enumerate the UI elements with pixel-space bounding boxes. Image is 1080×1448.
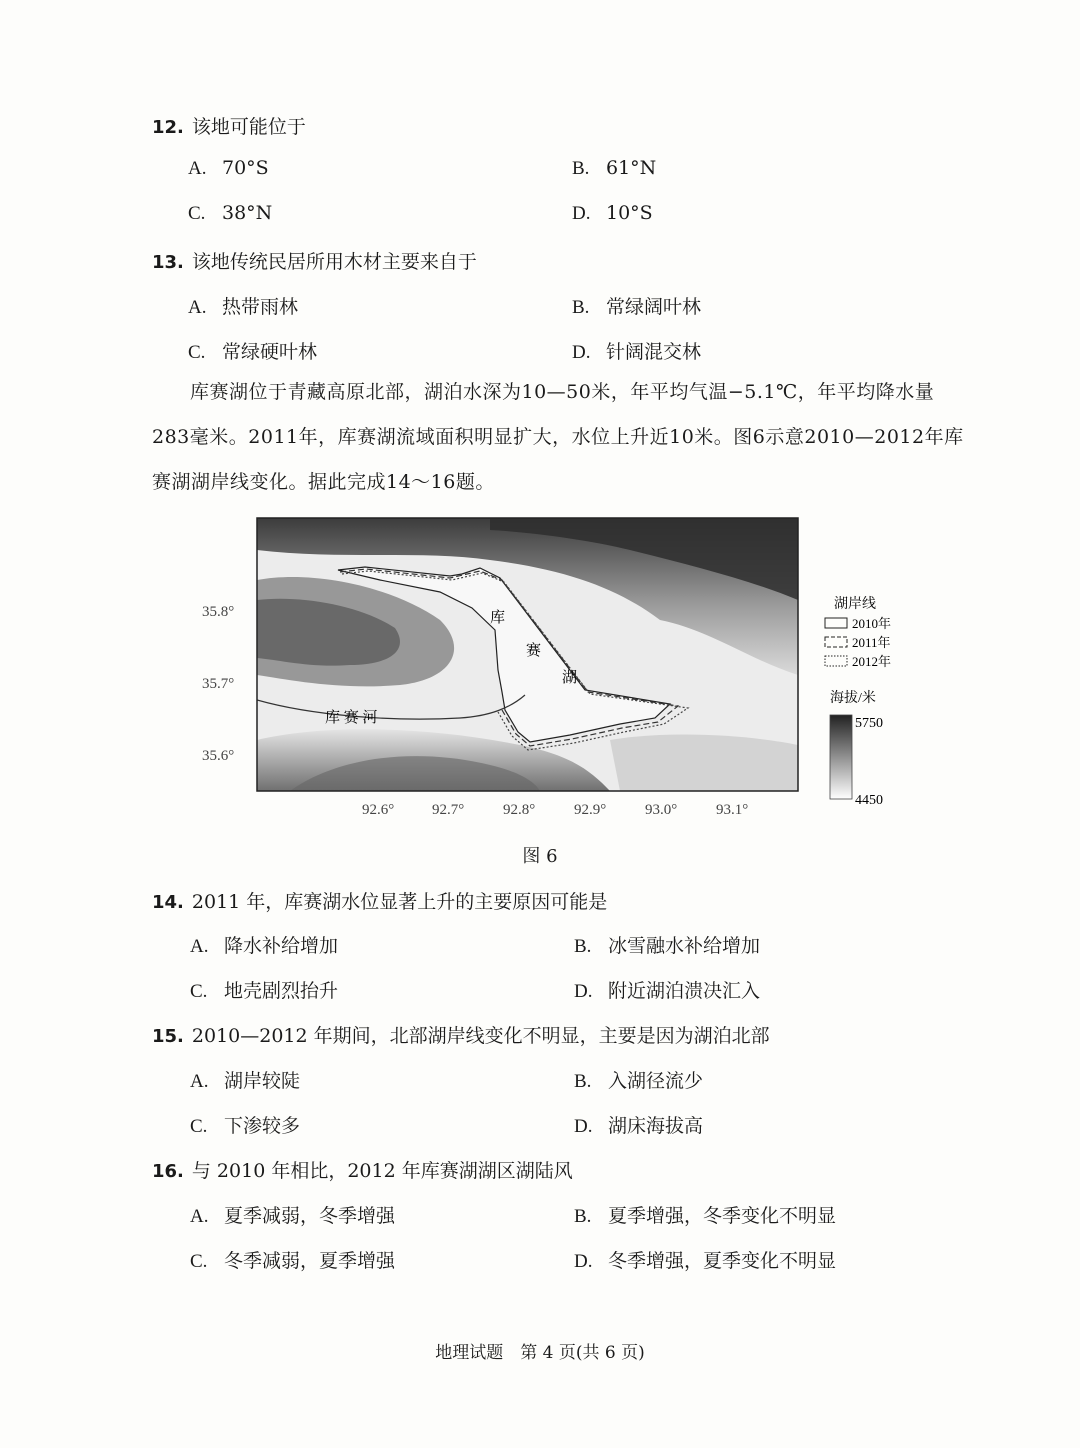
legend-swatch-2012 (825, 656, 847, 666)
legend-item-2012: 2012年 (852, 654, 892, 669)
option-a[interactable]: A. 湖岸较陡 (190, 1070, 301, 1092)
option-c[interactable]: C. 冬季减弱，夏季增强 (190, 1250, 396, 1272)
river-label: 库 赛 河 (325, 710, 378, 726)
option-b[interactable]: B. 冰雪融水补给增加 (574, 935, 761, 957)
question-13 (152, 247, 477, 274)
elevation-title: 海拔/米 (830, 691, 876, 706)
option-a[interactable]: A. 热带雨林 (188, 296, 299, 318)
option-d[interactable]: D. 10°S (572, 202, 653, 224)
lake-map-svg (190, 510, 920, 830)
question-number: 12. (152, 117, 184, 138)
legend-swatch-2010 (825, 618, 847, 628)
lat-label-35.7: 35.7° (202, 676, 235, 692)
lake-label-2: 赛 (526, 643, 542, 659)
passage-text: 库赛湖位于青藏高原北部，湖泊水深为10—50米，年平均气温−5.1℃，年平均降水量283毫米。2011年，库赛湖流域面积明显扩大，水位上升近10米。图6示意2010—2012年库赛湖湖岸线变化。据此完成14～16题。 (152, 381, 964, 493)
option-b[interactable]: B. 入湖径流少 (574, 1070, 704, 1092)
lon-label-92.9: 92.9° (574, 802, 607, 818)
lat-label-35.8: 35.8° (202, 604, 235, 620)
question-15 (152, 1021, 770, 1048)
elevation-min: 4450 (855, 793, 883, 808)
lake-label-1: 库 (490, 610, 506, 626)
option-b[interactable]: B. 夏季增强，冬季变化不明显 (574, 1205, 837, 1227)
elevation-max: 5750 (855, 716, 883, 731)
lon-label-93.1: 93.1° (716, 802, 749, 818)
legend-item-2010: 2010年 (852, 616, 892, 631)
lake-label-3: 湖 (562, 670, 578, 686)
legend-swatch-2011 (825, 637, 847, 647)
question-number: 16. (152, 1161, 184, 1182)
option-b[interactable]: B. 61°N (572, 157, 657, 179)
question-number: 14. (152, 892, 184, 913)
option-a[interactable]: A. 70°S (188, 157, 269, 179)
option-c[interactable]: C. 38°N (188, 202, 273, 224)
option-a[interactable]: A. 夏季减弱，冬季增强 (190, 1205, 396, 1227)
option-a[interactable]: A. 降水补给增加 (190, 935, 339, 957)
question-stem: 与 2010 年相比，2012 年库赛湖湖区湖陆风 (191, 1160, 573, 1182)
lon-label-92.8: 92.8° (503, 802, 536, 818)
question-12 (152, 112, 306, 139)
lon-label-93.0: 93.0° (645, 802, 678, 818)
question-stem: 2010—2012 年期间，北部湖岸线变化不明显，主要是因为湖泊北部 (191, 1025, 770, 1047)
option-c[interactable]: C. 下渗较多 (190, 1115, 301, 1137)
option-c[interactable]: C. 常绿硬叶林 (188, 341, 318, 363)
legend-title: 湖岸线 (834, 597, 876, 612)
question-stem: 2011 年，库赛湖水位显著上升的主要原因可能是 (191, 891, 608, 913)
question-number: 13. (152, 252, 184, 273)
question-stem: 该地可能位于 (191, 116, 306, 138)
question-14 (152, 887, 607, 914)
lon-label-92.6: 92.6° (362, 802, 395, 818)
elevation-scale-bar (830, 715, 852, 799)
option-b[interactable]: B. 常绿阔叶林 (572, 296, 702, 318)
option-c[interactable]: C. 地壳剧烈抬升 (190, 980, 339, 1002)
option-d[interactable]: D. 附近湖泊溃决汇入 (574, 980, 761, 1002)
legend-item-2011: 2011年 (852, 635, 891, 650)
lat-label-35.6: 35.6° (202, 748, 235, 764)
lon-label-92.7: 92.7° (432, 802, 465, 818)
question-stem: 该地传统民居所用木材主要来自于 (191, 251, 477, 273)
option-d[interactable]: D. 冬季增强，夏季变化不明显 (574, 1250, 837, 1272)
question-16 (152, 1156, 573, 1183)
option-d[interactable]: D. 针阔混交林 (572, 341, 702, 363)
option-d[interactable]: D. 湖床海拔高 (574, 1115, 704, 1137)
question-number: 15. (152, 1026, 184, 1047)
page-footer: 地理试题 第 4 页(共 6 页) (435, 1343, 645, 1363)
figure-6-map (190, 510, 920, 830)
passage (152, 370, 967, 505)
figure-caption: 图 6 (522, 846, 558, 867)
